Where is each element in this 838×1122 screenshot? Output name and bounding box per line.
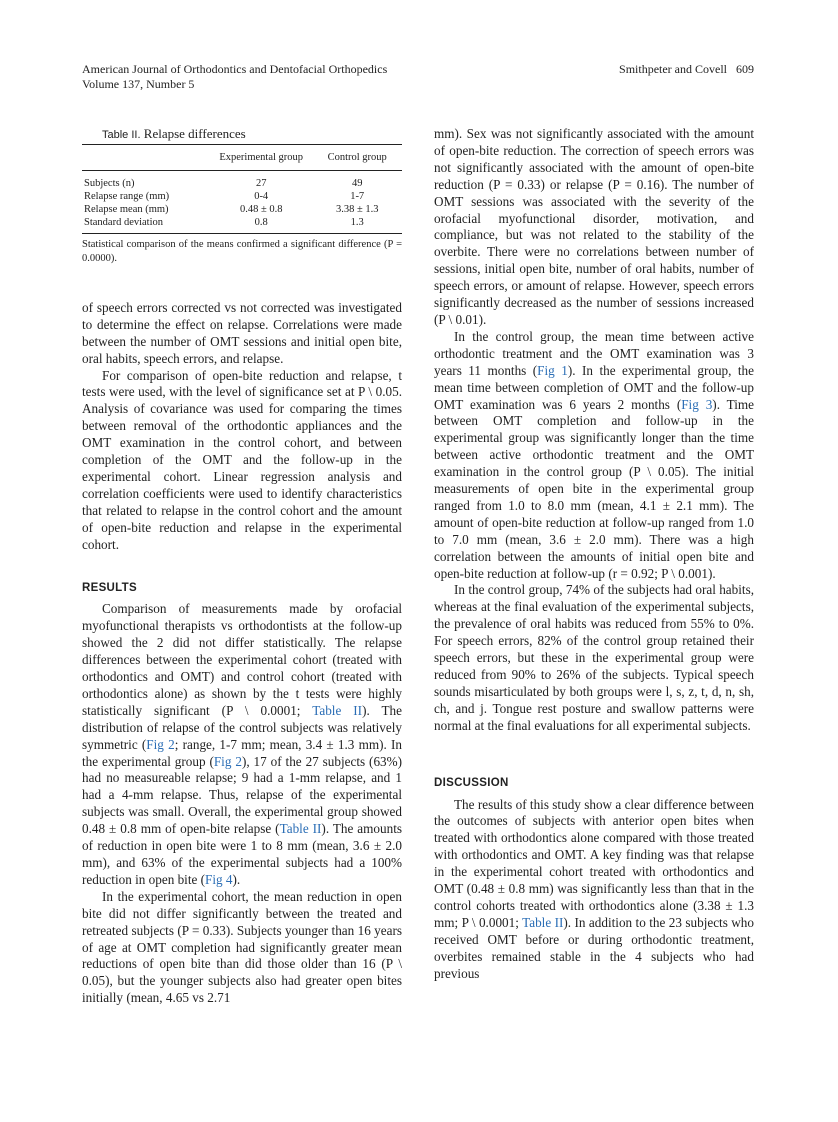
table-title: Relapse differences: [143, 126, 246, 141]
results-paragraph-2: In the experimental cohort, the mean reduction in open bite did not differ significantly between the treated and retreated subjects (P = 0.33). Subjects younger than 16 years of age at OMT completion had significantly greater mean reductions of open bite than did those older than 16 (P \ 0.05), but the younger subjects also had greater open bites initially (mean, 4.65 vs 2.71: [82, 888, 402, 1006]
table-header-cell: Control group: [312, 144, 402, 170]
figure-reference-link[interactable]: Fig 2: [213, 753, 242, 769]
table-cell: 0.48 ± 0.8: [239, 203, 283, 215]
figure-reference-link[interactable]: Fig 2: [146, 736, 175, 752]
journal-name: American Journal of Orthodontics and Dentofacial Orthopedics: [82, 62, 388, 76]
table-cell: Standard deviation: [82, 216, 210, 234]
table-cell: 1-7: [350, 190, 365, 202]
results-paragraph-3: mm). Sex was not significantly associated with the amount of open-bite reduction. The correction of speech errors was not significantly associated with the amount of open-bite reduction (P = 0.33) or relapse (P = 0.16). The number of OMT sessions was associated with the severity of the orofacial myofunctional disorder, motivation, and compliance, but was not related to the stability of the overbite. There were no correlations between number of sessions, initial open bite, number of oral habits, number of speech errors, or amount of relapse. However, speech errors significantly decreased as the number of sessions increased (P \ 0.01).: [434, 126, 754, 327]
table-label: Table II.: [102, 129, 141, 141]
relapse-table: [82, 144, 402, 234]
table-relapse-differences: [82, 126, 402, 266]
table-cell: 3.38 ± 1.3: [335, 203, 379, 215]
page-number: 609: [736, 62, 754, 76]
journal-volume: Volume 137, Number 5: [82, 77, 195, 91]
right-column: [434, 126, 754, 983]
running-authors: Smithpeter and Covell: [619, 62, 727, 76]
table-header-row: [82, 144, 402, 170]
table-cell: 27: [255, 177, 267, 189]
table-caption: [82, 126, 402, 144]
table-row: [82, 170, 402, 190]
table-row: [82, 203, 402, 216]
table-reference-link[interactable]: Table II: [279, 821, 322, 837]
results-paragraph-1: Comparison of measurements made by orofacial myofunctional therapists vs orthodontists at the follow-up showed the 2 did not differ statistically. The relapse differences between the experimental cohort (treated with orthodontics and OMT) and control cohort (treated with orthodontics alone) as shown by the t tests were highly statistically significant (P \ 0.0001; Table II). The distribution of relapse of the control subjects was relatively symmetric (Fig 2; range, 1-7 mm; mean, 3.4 ± 1.3 mm). In the experimental group (Fig 2), 17 of the 27 subjects (63%) had no measureable relapse; 9 had a 1-mm relapse, and 1 had a 4-mm relapse. Thus, relapse of the experimental subjects was small. Overall, the experimental group showed 0.48 ± 0.8 mm of open-bite relapse (Table II). The amounts of reduction in open bite were 1 to 8 mm (mean, 3.6 ± 2.0 mm), and 63% of the experimental subjects had a 100% reduction in open bite (Fig 4).: [82, 601, 403, 887]
author-page-info: [619, 62, 754, 77]
figure-reference-link[interactable]: Fig 3: [681, 396, 713, 412]
journal-info: [82, 62, 387, 92]
table-reference-link[interactable]: Table II: [522, 914, 564, 930]
left-column: [82, 126, 402, 1007]
results-heading: RESULTS: [82, 581, 137, 594]
table-cell: 0.8: [210, 216, 312, 234]
table-footnote: Statistical comparison of the means confirmed a significant difference (P = 0.0000).: [82, 238, 402, 264]
methods-paragraph-end: of speech errors corrected vs not corrected was investigated to determine the effect on relapse. Correlations were made between the number of OMT sessions and initial open bite, oral habits, speech errors, and relapse.: [82, 299, 402, 366]
discussion-paragraph-1: The results of this study show a clear difference between the outcomes of subjects with anterior open bites when treated with orthodontics alone compared with those treated with orthodontics and OMT. A key finding was that relapse in the experimental cohort treated with orthodontics and OMT (0.48 ± 0.8 mm) was significantly less than that in the control cohorts treated with orthodontics alone (3.38 ± 1.3 mm; P \ 0.0001; Table II). In addition to the 23 subjects who received OMT before or during orthodontic treatment, overbites remained stable in the 4 subjects who had previous: [434, 796, 754, 981]
table-cell: Subjects (n): [84, 177, 135, 189]
statistics-paragraph: For comparison of open-bite reduction and relapse, t tests were used, with the level of significance set at P \ 0.05. Analysis of covariance was used for comparing the times between removal of the orthodontic appliances and the OMT examination in the control cohort, and between completion of the OMT and the follow-up in the experimental cohort. Linear regression analysis and correlation coefficients were used to identify characteristics that related to relapse in the control cohort and the amount of open-bite reduction and relapse in the experimental cohort.: [82, 367, 402, 552]
table-reference-link[interactable]: Table II: [312, 702, 363, 718]
figure-reference-link[interactable]: Fig 1: [537, 362, 568, 378]
table-cell: Relapse range (mm): [84, 190, 170, 202]
table-cell: Relapse mean (mm): [84, 203, 169, 215]
table-header-cell: [82, 144, 210, 170]
results-paragraph-4: In the control group, the mean time between active orthodontic treatment and the OMT examination was 3 years 11 months (Fig 1). In the experimental group, the mean time between completion of OMT and the follow-up OMT examination was 6 years 2 months (Fig 3). Time between OMT completion and follow-up in the experimental group was significantly longer than the time between active orthodontic treatment and the OMT examination in the control group (P \ 0.05). The initial measurements of open bite in the experimental group ranged from 1.0 to 8.0 mm (mean, 4.1 ± 2.1 mm). The amount of open-bite reduction at follow-up ranged from 1.0 to 7.0 mm (mean, 3.6 ± 2.0 mm). There was a high correlation between the amounts of initial open bite and open-bite reduction at follow-up (r = 0.92; P \ 0.001).: [434, 328, 755, 581]
figure-reference-link[interactable]: Fig 4: [205, 871, 233, 887]
table-row: [82, 190, 402, 203]
table-cell: 49: [351, 177, 363, 189]
table-cell: 0-4: [254, 190, 269, 202]
table-row: [82, 216, 402, 234]
table-header-cell: Experimental group: [210, 144, 312, 170]
results-paragraph-5: In the control group, 74% of the subjects had oral habits, whereas at the final evaluation of the experimental subjects, the prevalence of oral habits was reduced from 55% to 0%. For speech errors, 82% of the control group retained their speech errors, but these in the experimental group were reduced from 90% to 26% of the subjects. Typical speech sounds misarticulated by both groups were l, s, z, t, d, n, sh, ch, and j. Tongue rest posture and swallow patterns were normal at the final evaluations for all experimental subjects.: [434, 582, 754, 733]
discussion-heading: DISCUSSION: [434, 776, 509, 789]
table-cell: 1.3: [312, 216, 402, 234]
